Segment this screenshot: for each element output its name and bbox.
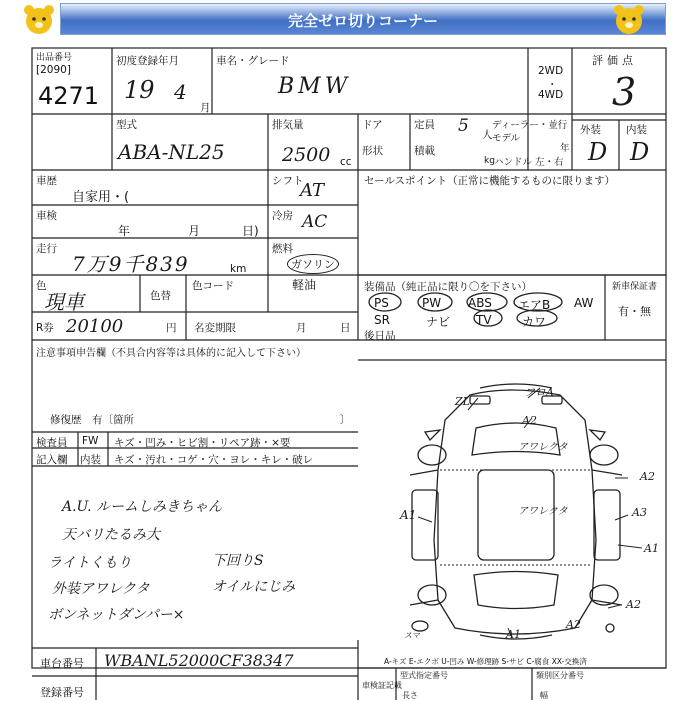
model-year-label: モデル xyxy=(492,133,521,144)
damage-mark: A1 xyxy=(644,542,659,555)
name-change-month: 月 xyxy=(296,322,307,334)
footer-cert: 車検証記載 xyxy=(362,681,402,690)
inspector-fw: FW xyxy=(82,435,99,447)
handwritten-note: オイルにじみ xyxy=(212,579,296,595)
recycle-unit: 円 xyxy=(166,322,177,334)
footer-length: 長さ xyxy=(402,691,418,700)
color-label: 色 xyxy=(36,280,47,292)
damage-mark: A1 xyxy=(506,628,521,641)
doors-label: ドア xyxy=(362,119,383,131)
org-label: 出品番号 xyxy=(36,53,73,63)
recycle-label: R券 xyxy=(36,322,54,334)
damage-mark: アワレクタ xyxy=(518,506,568,517)
fuel-light-oil: 軽油 xyxy=(292,278,317,292)
equip-aw: AW xyxy=(574,296,594,310)
damage-mark: A2 xyxy=(522,414,537,427)
entry-label: 記入欄 xyxy=(36,454,68,466)
notes-label: 注意事項申告欄（不具合内容等は具体的に記入して下さい） xyxy=(36,348,306,359)
damage-mark: A2 xyxy=(626,598,641,611)
footer-class: 類別区分番号 xyxy=(536,671,584,680)
car-name: BMW xyxy=(278,74,352,99)
interior-label: 内装 xyxy=(626,124,647,136)
banner-title: 完全ゼロ切りコーナー xyxy=(287,12,438,30)
damage-mark: A2 xyxy=(566,618,581,631)
damage-mark: アワレクタ xyxy=(518,442,568,453)
equip-sr: SR xyxy=(374,313,390,327)
color-code-label: 色コード xyxy=(192,280,234,292)
model-label: 型式 xyxy=(116,119,137,131)
usage-label: 車歴 xyxy=(36,175,57,187)
interior-value: D xyxy=(630,138,650,166)
damage-legend: A-キズ E-エクボ U-凹み W-修理跡 S-サビ C-腐食 XX-交換済 xyxy=(384,657,587,666)
handwritten-note: 下回りS xyxy=(212,553,264,569)
inspector-label: 検査員 xyxy=(36,437,68,449)
damage-mark: A3 xyxy=(632,506,647,519)
handwritten-note: 天バリたるみ大 xyxy=(62,527,160,543)
score-label: 評価点 xyxy=(592,54,637,67)
score-value: 3 xyxy=(612,70,637,114)
equip-airbag: エアB xyxy=(518,298,551,312)
lot-number: 4271 xyxy=(38,82,100,110)
cargo-label: 積載 xyxy=(414,145,435,157)
model-value: ABA-NL25 xyxy=(118,140,225,164)
capacity-label: 定員 xyxy=(414,119,435,131)
shift-label: シフト xyxy=(272,175,304,187)
equip-tv: TV xyxy=(476,313,492,327)
equip-navi: ナビ xyxy=(426,315,451,329)
mileage-label: 走行 xyxy=(36,243,57,255)
recycle-value: 20100 xyxy=(66,316,124,337)
drive-dot: ・ xyxy=(547,79,558,91)
code-label: [2090] xyxy=(36,64,71,76)
rear-seat-label: 後日品 xyxy=(364,330,396,342)
equip-abs: ABS xyxy=(468,296,492,310)
ac-label: 冷房 xyxy=(272,210,293,222)
handwritten-note: ボンネットダンパー× xyxy=(48,607,185,623)
name-change-label: 名変期限 xyxy=(194,322,236,334)
damage-mark: ZL xyxy=(455,395,470,408)
repair-history-close: 〕 xyxy=(340,414,351,426)
capacity-unit: 人 xyxy=(482,129,493,141)
fuel-label: 燃料 xyxy=(272,243,293,255)
mileage-unit: km xyxy=(230,263,247,275)
inspector-row1: キズ・凹み・ヒビ割・リペア跡・×要 xyxy=(114,437,291,449)
inspector-row2: キズ・汚れ・コゲ・穴・ヨレ・キレ・破レ xyxy=(114,454,314,466)
equipment-label: 装備品（純正品に限り〇を下さい） xyxy=(364,281,532,293)
displacement-label: 排気量 xyxy=(272,119,304,131)
vin-value: WBANL52000CF38347 xyxy=(104,651,294,670)
damage-mark: フロA xyxy=(524,386,554,399)
inspector-interior: 内装 xyxy=(80,454,101,466)
shape-label: 形状 xyxy=(362,145,383,157)
reg-label: 初度登録年月 xyxy=(116,55,179,67)
drive-2wd: 2WD xyxy=(538,65,564,77)
registration-label: 登録番号 xyxy=(40,686,84,699)
capacity-value: 5 xyxy=(458,116,469,136)
name-change-day: 日 xyxy=(340,322,351,334)
inspection-month: 月 xyxy=(188,224,201,238)
displacement-value: 2500 xyxy=(282,144,331,166)
drive-4wd: 4WD xyxy=(538,89,564,101)
exterior-value: D xyxy=(588,138,608,166)
car-name-label: 車名・グレード xyxy=(216,55,290,67)
inspection-day: 日) xyxy=(242,224,259,238)
fuel-value: ガソリン xyxy=(287,254,339,274)
footer-width: 幅 xyxy=(540,691,548,700)
repair-history-label: 修復歴 有〔箇所 xyxy=(50,414,134,426)
damage-mark: スマ xyxy=(404,631,420,640)
inspection-label: 車検 xyxy=(36,210,57,222)
sales-label: セールスポイント（正常に機能するものに限ります） xyxy=(364,175,616,187)
cargo-unit: kg xyxy=(484,156,495,166)
exterior-label: 外装 xyxy=(580,124,601,136)
reg-month: 4 xyxy=(174,80,187,104)
equip-pw: PW xyxy=(422,296,442,310)
handwritten-note: ライトくもり xyxy=(48,555,132,571)
handwritten-note: A.U. ルームしみきちゃん xyxy=(62,499,222,515)
usage-value: 自家用・( xyxy=(72,190,130,205)
paint-label: 色替 xyxy=(150,290,171,302)
color-value: 現車 xyxy=(44,290,84,314)
new-car-warranty-value: 有・無 xyxy=(618,305,651,318)
handle-label: ハンドル 左・右 xyxy=(494,157,564,168)
reg-month-unit: 月 xyxy=(200,102,211,114)
new-car-warranty-label: 新車保証書 xyxy=(612,282,658,292)
dealer-label: ディーラー・並行 xyxy=(492,120,568,131)
handwritten-note: 外装アワレクタ xyxy=(52,581,150,597)
equip-leather: カワ xyxy=(522,315,547,329)
vin-label: 車台番号 xyxy=(40,657,84,670)
footer-type-spec: 型式指定番号 xyxy=(400,671,448,680)
damage-mark: A1 xyxy=(400,508,417,522)
inspection-year: 年 xyxy=(118,224,131,238)
ac-value: AC xyxy=(302,212,328,232)
equip-ps: PS xyxy=(374,296,389,310)
displacement-unit: cc xyxy=(340,156,352,168)
damage-mark: A2 xyxy=(640,470,655,483)
reg-year: 19 xyxy=(124,76,155,104)
shift-value: AT xyxy=(300,180,325,201)
mileage-value: 7万9千839 xyxy=(72,252,190,276)
year-label: 年 xyxy=(560,143,570,154)
